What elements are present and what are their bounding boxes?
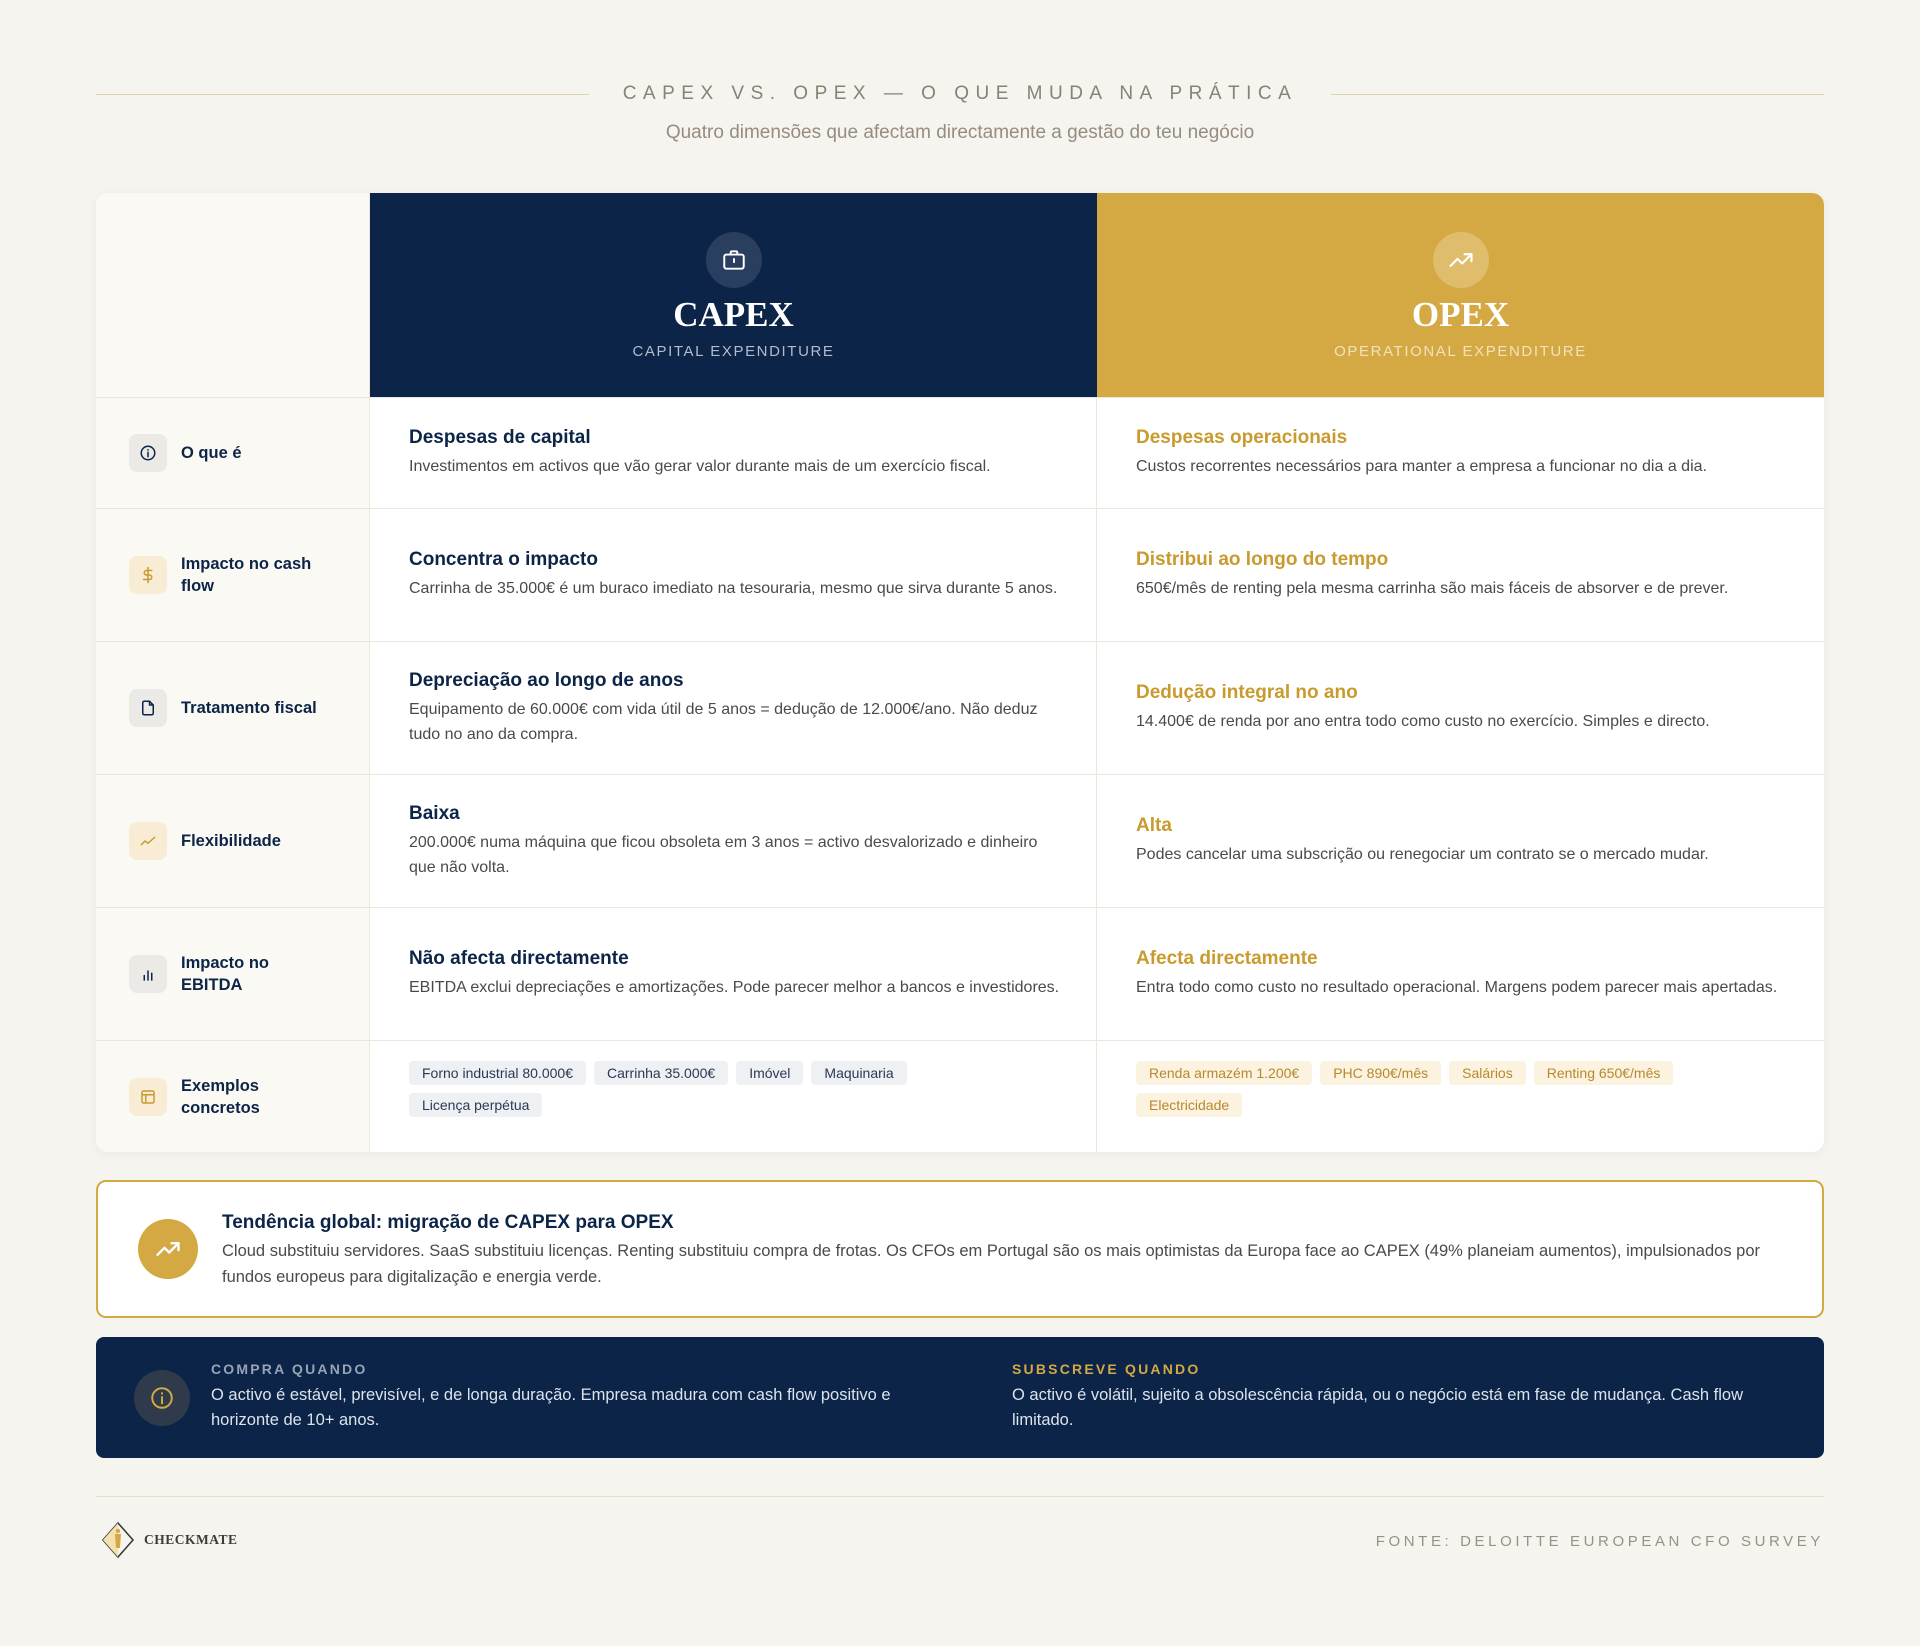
opex-cell-heading: Despesas operacionais <box>1136 427 1348 448</box>
opex-tag: Salários <box>1449 1061 1526 1085</box>
page-title: CAPEX VS. OPEX — O QUE MUDA NA PRÁTICA <box>622 83 1298 104</box>
logo-text: CHECKMATE <box>144 1532 238 1547</box>
trending-up-icon <box>1433 232 1489 288</box>
capex-subtitle: CAPITAL EXPENDITURE <box>632 343 835 360</box>
comparison-table <box>96 193 1824 1152</box>
opex-tag: PHC 890€/mês <box>1320 1061 1441 1085</box>
page-subtitle: Quatro dimensões que afectam directamente a gestão do teu negócio <box>665 122 1255 143</box>
capex-cell <box>370 398 1097 508</box>
info-icon <box>134 1370 190 1426</box>
opex-cell <box>1097 398 1824 508</box>
opex-tag-list <box>1136 1061 1736 1117</box>
briefcase-icon <box>706 232 762 288</box>
row-label <box>96 398 370 508</box>
capex-tag: Imóvel <box>736 1061 803 1085</box>
capex-header <box>370 193 1097 397</box>
source-note: FONTE: DELOITTE EUROPEAN CFO SURVEY <box>1375 1533 1824 1550</box>
checkmate-logo <box>100 1520 238 1560</box>
capex-cell-heading: Não afecta directamente <box>409 948 629 969</box>
opex-cell <box>1097 908 1824 1040</box>
subscribe-when-column <box>1012 1361 1792 1433</box>
capex-tag-list <box>409 1061 969 1117</box>
capex-tag: Maquinaria <box>811 1061 906 1085</box>
opex-tag: Renda armazém 1.200€ <box>1136 1061 1312 1085</box>
capex-tag: Licença perpétua <box>409 1093 542 1117</box>
row-label <box>96 908 370 1040</box>
capex-cell <box>370 775 1097 907</box>
capex-tag: Carrinha 35.000€ <box>594 1061 728 1085</box>
row-label <box>96 642 370 774</box>
table-row <box>96 1040 1824 1152</box>
row-label-text: Impacto no cash flow <box>181 555 312 595</box>
opex-cell <box>1097 642 1824 774</box>
table-row <box>96 508 1824 641</box>
title-divider-left <box>96 94 589 95</box>
table-row <box>96 907 1824 1040</box>
trend-callout <box>96 1180 1824 1318</box>
trend-title: Tendência global: migração de CAPEX para OPEX <box>222 1212 674 1233</box>
row-label-text: O que é <box>181 444 242 462</box>
capex-cell-text: Equipamento de 60.000€ com vida útil de 5 anos = dedução de 12.000€/ano. Não deduz tudo no ano da compra. <box>409 700 1038 743</box>
opex-cell-heading: Alta <box>1136 815 1172 836</box>
trending-up-icon <box>138 1219 198 1279</box>
row-label-text: Exemplos concretos <box>181 1076 260 1117</box>
document-icon <box>129 689 167 727</box>
capex-cell-heading: Despesas de capital <box>409 427 591 448</box>
title-divider-right <box>1331 94 1824 95</box>
trend-text: Cloud substituiu servidores. SaaS substituiu licenças. Renting substituiu compra de frotas. Os CFOs em Portugal são os mais optimistas da Europa face ao CAPEX (49% planeiam aumentos), impulsionados por fundos europeus para digitalização e energia verde. <box>222 1242 1760 1286</box>
capex-cell-text: 200.000€ numa máquina que ficou obsoleta em 3 anos = activo desvalorizado e dinheiro que não volta. <box>409 833 1038 876</box>
info-icon <box>129 434 167 472</box>
capex-title: CAPEX <box>673 295 794 334</box>
row-label <box>96 1041 370 1152</box>
row-label <box>96 509 370 641</box>
opex-cell-heading: Distribui ao longo do tempo <box>1136 549 1389 570</box>
table-row <box>96 774 1824 907</box>
capex-cell-heading: Baixa <box>409 802 460 824</box>
buy-when-title: COMPRA QUANDO <box>211 1361 368 1377</box>
buy-when-text: O activo é estável, previsível, e de longa duração. Empresa madura com cash flow positivo e horizonte de 10+ anos. <box>211 1386 891 1429</box>
buy-when-column <box>211 1361 951 1433</box>
row-label-text: Tratamento fiscal <box>181 699 317 717</box>
opex-cell-heading: Afecta directamente <box>1136 948 1318 969</box>
trend-line-icon <box>129 822 167 860</box>
capex-cell <box>370 642 1097 774</box>
bar-chart-icon <box>129 955 167 993</box>
opex-cell-text: Custos recorrentes necessários para manter a empresa a funcionar no dia a dia. <box>1136 458 1707 475</box>
subscribe-when-title: SUBSCREVE QUANDO <box>1012 1361 1201 1377</box>
table-row <box>96 641 1824 774</box>
capex-cell-text: Carrinha de 35.000€ é um buraco imediato na tesouraria, mesmo que sirva durante 5 anos. <box>409 580 1058 597</box>
dollar-icon <box>129 556 167 594</box>
footer-divider <box>96 1496 1824 1497</box>
opex-tag: Electricidade <box>1136 1093 1242 1117</box>
capex-cell <box>370 509 1097 641</box>
opex-cell-heading: Dedução integral no ano <box>1136 682 1358 703</box>
capex-cell-text: EBITDA exclui depreciações e amortizações. Pode parecer melhor a bancos e investidores. <box>409 979 1060 996</box>
capex-tags-cell <box>370 1041 1097 1152</box>
layout-icon <box>129 1078 167 1116</box>
opex-cell-text: Entra todo como custo no resultado operacional. Margens podem parecer mais apertadas. <box>1136 979 1778 996</box>
capex-cell-heading: Concentra o impacto <box>409 549 598 570</box>
opex-cell-text: 650€/mês de renting pela mesma carrinha são mais fáceis de absorver e de prever. <box>1136 580 1729 597</box>
opex-header <box>1097 193 1824 397</box>
row-label-text: Impacto no EBITDA <box>181 954 270 994</box>
decision-rule-box <box>96 1337 1824 1458</box>
capex-cell-heading: Depreciação ao longo de anos <box>409 669 684 691</box>
page-title-row <box>96 80 1824 108</box>
opex-cell-text: 14.400€ de renda por ano entra todo como custo no exercício. Simples e directo. <box>1136 713 1710 730</box>
opex-cell <box>1097 775 1824 907</box>
capex-tag: Forno industrial 80.000€ <box>409 1061 586 1085</box>
opex-subtitle: OPERATIONAL EXPENDITURE <box>1334 343 1587 360</box>
opex-tag: Renting 650€/mês <box>1534 1061 1674 1085</box>
diamond-logo-icon <box>100 1520 136 1560</box>
opex-tags-cell <box>1097 1041 1824 1152</box>
capex-cell-text: Investimentos em activos que vão gerar valor durante mais de um exercício fiscal. <box>409 458 991 475</box>
opex-cell-text: Podes cancelar uma subscrição ou renegociar um contrato se o mercado mudar. <box>1136 846 1709 863</box>
subscribe-when-text: O activo é volátil, sujeito a obsolescência rápida, ou o negócio está em fase de mudança. Cash flow limitado. <box>1012 1386 1744 1429</box>
opex-title: OPEX <box>1411 295 1510 334</box>
row-label-text: Flexibilidade <box>181 832 281 850</box>
capex-cell <box>370 908 1097 1040</box>
table-row <box>96 397 1824 508</box>
row-label <box>96 775 370 907</box>
opex-cell <box>1097 509 1824 641</box>
